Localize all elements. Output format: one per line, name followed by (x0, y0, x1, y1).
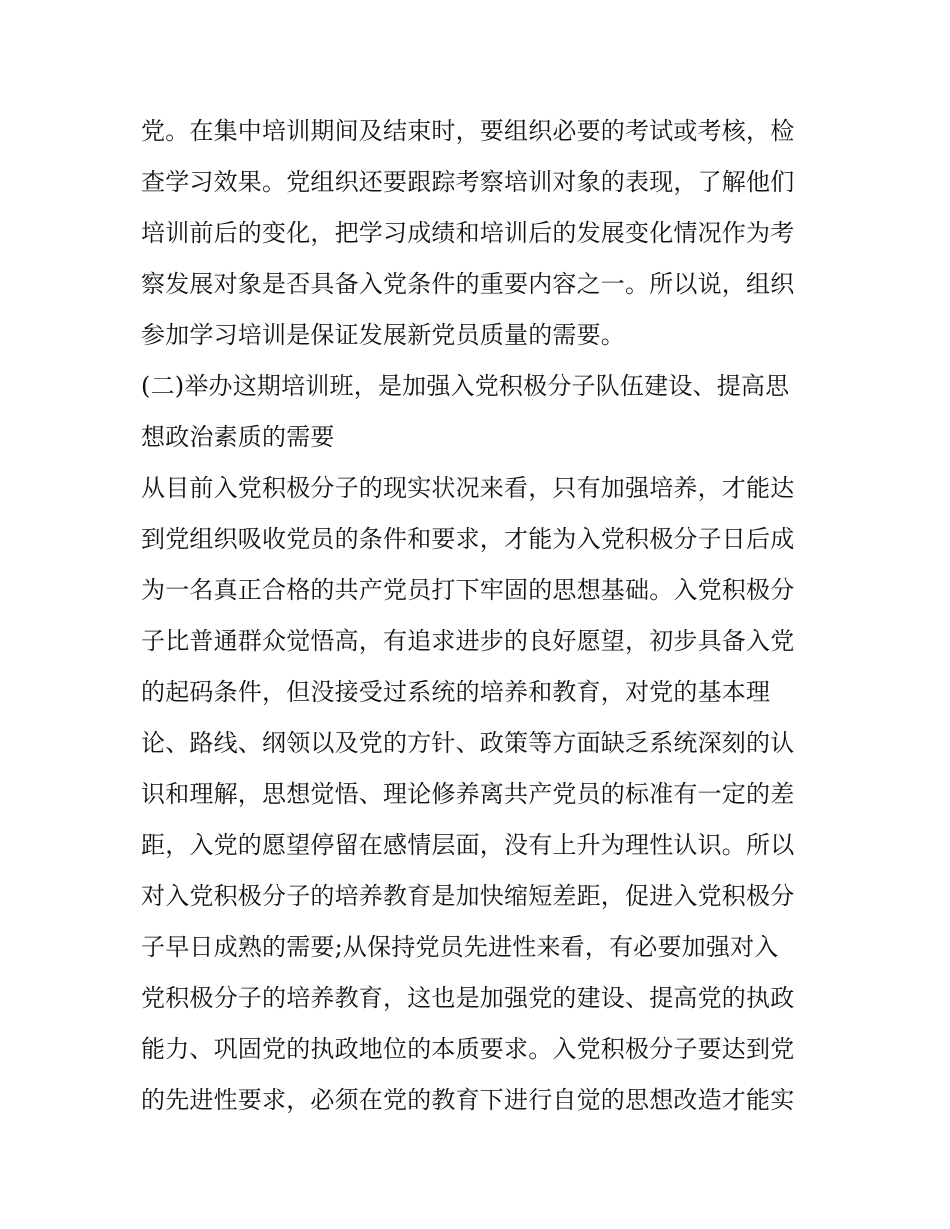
text-line: 的起码条件，但没接受过系统的培养和教育，对党的基本理 (141, 678, 771, 706)
text-line: 能力、巩固党的执政地位的本质要求。入党积极分子要达到党 (141, 1035, 795, 1063)
text-line: 子比普通群众觉悟高，有追求进步的良好愿望，初步具备入党 (141, 627, 795, 655)
text-line: 察发展对象是否具备入党条件的重要内容之一。所以说，组织 (141, 270, 795, 298)
text-line: 为一名真正合格的共产党员打下牢固的思想基础。入党积极分 (141, 576, 795, 604)
text-line: 党。在集中培训期间及结束时，要组织必要的考试或考核，检 (141, 117, 795, 145)
section-heading-line: (二)举办这期培训班，是加强入党积极分子队伍建设、提高思 (141, 372, 790, 400)
body-text (141, 106, 821, 1126)
text-line: 的先进性要求，必须在党的教育下进行自觉的思想改造才能实 (141, 1086, 795, 1114)
text-line: 识和理解，思想觉悟、理论修养离共产党员的标准有一定的差 (141, 780, 795, 808)
section-heading-line: 想政治素质的需要 (141, 423, 335, 451)
text-line: 党积极分子的培养教育，这也是加强党的建设、提高党的执政 (141, 984, 795, 1012)
text-line: 从目前入党积极分子的现实状况来看，只有加强培养，才能达 (141, 474, 795, 502)
text-line: 子早日成熟的需要;从保持党员先进性来看，有必要加强对入 (141, 933, 779, 961)
text-line: 到党组织吸收党员的条件和要求，才能为入党积极分子日后成 (141, 525, 795, 553)
text-line: 参加学习培训是保证发展新党员质量的需要。 (141, 321, 625, 349)
text-line: 对入党积极分子的培养教育是加快缩短差距，促进入党积极分 (141, 882, 795, 910)
text-line: 培训前后的变化，把学习成绩和培训后的发展变化情况作为考 (141, 219, 795, 247)
text-line: 查学习效果。党组织还要跟踪考察培训对象的表现，了解他们 (141, 168, 795, 196)
text-line: 距，入党的愿望停留在感情层面，没有上升为理性认识。所以 (141, 831, 795, 859)
text-line: 论、路线、纲领以及党的方针、政策等方面缺乏系统深刻的认 (141, 729, 795, 757)
